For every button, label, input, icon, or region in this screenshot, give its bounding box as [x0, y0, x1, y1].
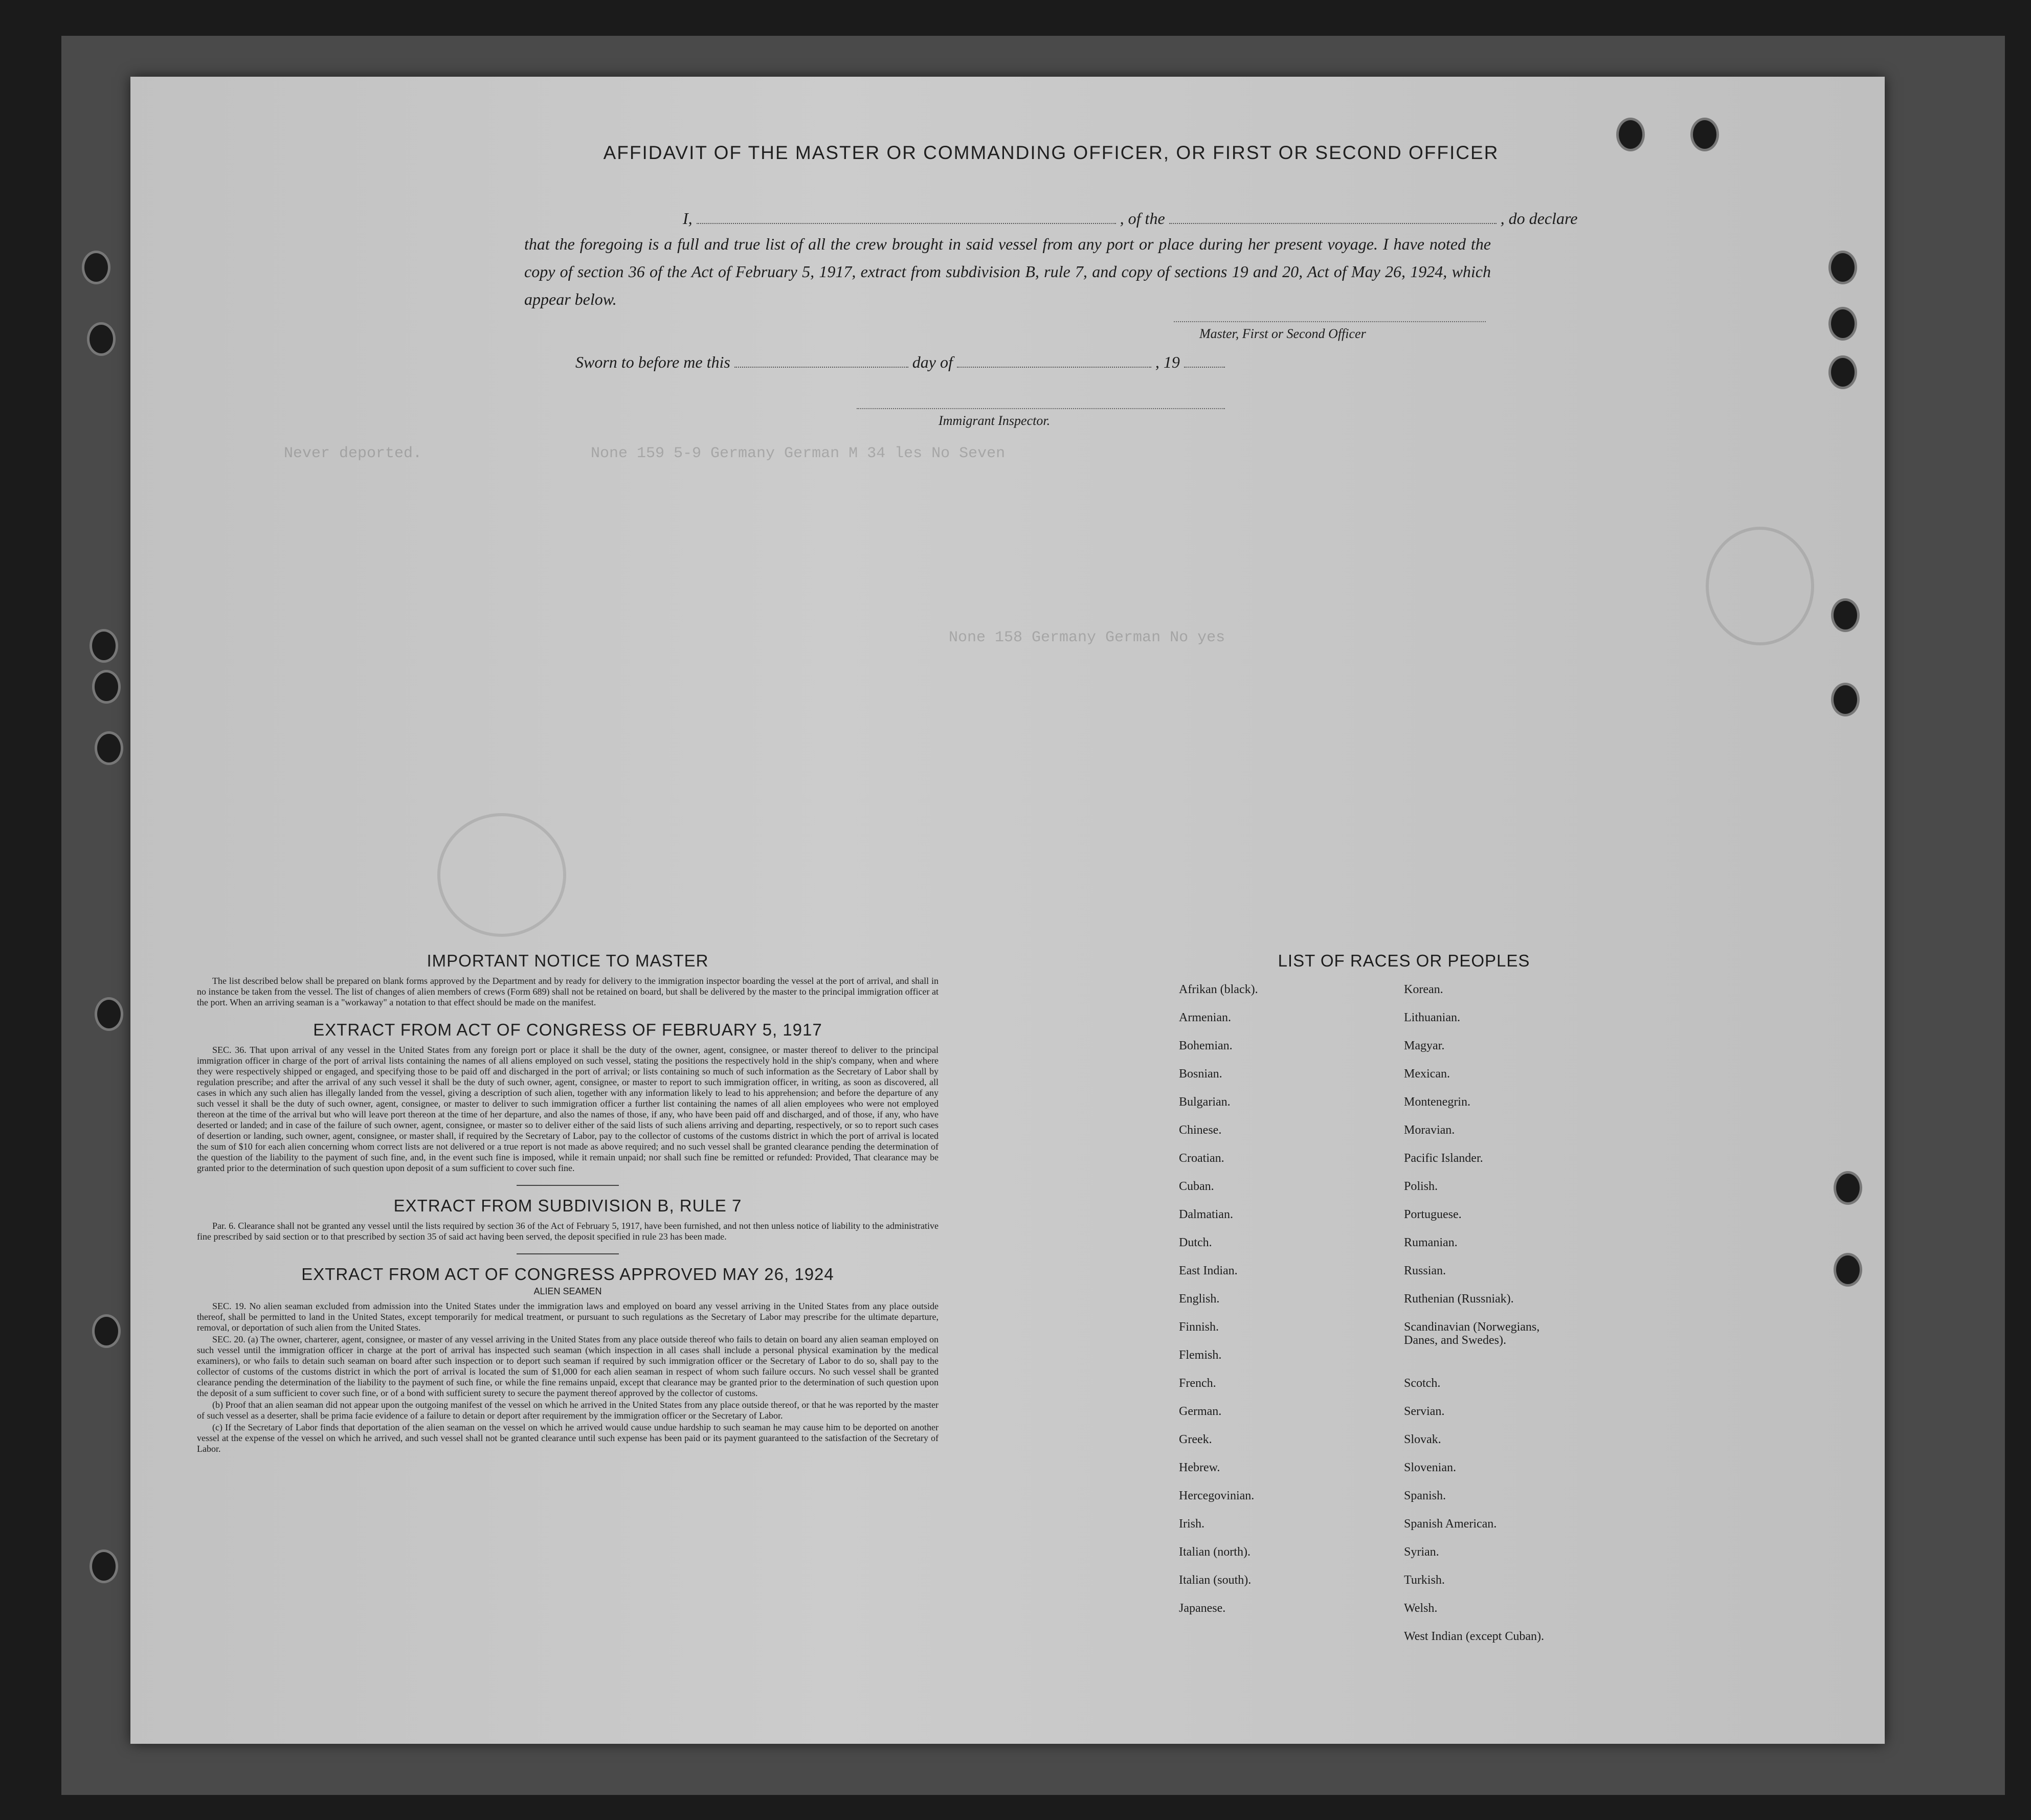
section-divider	[517, 1185, 619, 1186]
notice-title: IMPORTANT NOTICE TO MASTER	[427, 951, 709, 970]
races-columns	[1179, 983, 1629, 1658]
sworn-day-field[interactable]	[734, 353, 908, 368]
race-item: English.	[1179, 1292, 1220, 1306]
race-item: Afrikan (black).	[1179, 983, 1258, 996]
race-item: Cuban.	[1179, 1180, 1214, 1193]
binder-hole	[1831, 683, 1860, 716]
section-divider	[517, 1253, 619, 1254]
race-item: Italian (south).	[1179, 1574, 1252, 1587]
race-item: Slovak.	[1404, 1433, 1441, 1446]
subdivision-title: EXTRACT FROM SUBDIVISION B, RULE 7	[393, 1196, 742, 1215]
race-item: Spanish American.	[1404, 1517, 1497, 1531]
race-item: Rumanian.	[1404, 1236, 1458, 1249]
declaration-text: that the foregoing is a full and true list of all the crew brought in said vessel from any port or place during her present voyage. I have noted the copy of section 36 of the Act of February 5, 1917, extract from subdivision B, rule 7, and copy of sections 19 and 20, Act of May 26, 1924, which appear below.	[524, 235, 1491, 308]
race-item: Dutch.	[1179, 1236, 1212, 1249]
binder-hole	[95, 731, 123, 765]
race-item: Armenian.	[1179, 1011, 1231, 1024]
binder-hole	[1690, 118, 1719, 151]
extract-1924-sec20b: (b) Proof that an alien seaman did not appear upon the outgoing manifest of the vessel on which he arrived in the United States from any place outside thereof, or that he was reported by the master of such vessel as a deserter, shall be prima facie evidence of a failure to detain or deport after requirement by the immigration officer or the Secretary of Labor.	[197, 1400, 939, 1421]
race-item: Flemish.	[1179, 1349, 1222, 1362]
race-item: Montenegrin.	[1404, 1095, 1470, 1109]
binder-hole	[1828, 307, 1857, 341]
binder-hole	[1616, 118, 1645, 151]
binder-hole	[90, 629, 118, 663]
race-item: Slovenian.	[1404, 1461, 1456, 1474]
race-item: Mexican.	[1404, 1067, 1450, 1081]
declaration-line	[683, 209, 1577, 228]
officer-signature-label: Master, First or Second Officer	[1199, 326, 1366, 341]
race-item: French.	[1179, 1377, 1216, 1390]
year-label: , 19	[1155, 353, 1180, 371]
affidavit-title: AFFIDAVIT OF THE MASTER OR COMMANDING OFFICER, OR FIRST OR SECOND OFFICER	[603, 142, 1499, 163]
race-item: Welsh.	[1404, 1602, 1438, 1615]
declaration-i: I,	[683, 209, 693, 228]
binder-hole	[90, 1549, 118, 1583]
race-item: Magyar.	[1404, 1039, 1445, 1052]
race-item: Lithuanian.	[1404, 1011, 1460, 1024]
sworn-year-field[interactable]	[1184, 353, 1225, 368]
extract-1924-sec19: SEC. 19. No alien seaman excluded from admission into the United States under the immigration laws and employed on board any vessel arriving in the United States from any place outside thereof, shall be permitted to land in the United States, except temporarily for medical treatment, or pursuant to such regulations as the Secretary of Labor may prescribe for the ultimate departure, removal, or deportation of such alien from the United States.	[197, 1301, 939, 1333]
sworn-row	[575, 353, 1225, 372]
race-item: Turkish.	[1404, 1574, 1445, 1587]
race-item: East Indian.	[1179, 1264, 1238, 1277]
race-item: Portuguese.	[1404, 1208, 1462, 1221]
race-item: Polish.	[1404, 1180, 1438, 1193]
extract-1917-text: SEC. 36. That upon arrival of any vessel in the United States from any foreign port or place it shall be the duty of the owner, agent, consignee, or master thereof to deliver to the principal immigration officer in charge of the port of arrival lists containing the names of all aliens employed on such vessel, stating the positions the respectively hold in the ship's company, when and where they were respectively shipped or engaged, and specifying those to be paid off and discharged in the port of arrival; or lists containing so much of such information as the Secretary of Labor shall by regulation prescribe; and after the arrival of any such vessel it shall be the duty of such owner, agent, consignee, or master to report to such immigration officer, in writing, as soon as discovered, all cases in which any such alien has illegally landed from the vessel, giving a description of such alien, together with any information likely to lead to his apprehension; and before the departure of any such vessel it shall be the duty of such owner, agent, consignee, or master to deliver to such immigration officer a further list containing the names of all alien employees who were not employed thereon at the time of the arrival but who will leave port thereon at the time of her departure, and also the names of those, if any, who have been paid off and discharged, and of those, if any, who have deserted or landed; and in case of the failure of such owner, agent, consignee, or master so to deliver either of the said lists of such aliens arriving and departing, respectively, or so to report such cases of desertion or landing, such owner, agent, consignee, or master shall, if required by the Secretary of Labor, pay to the collector of customs of the customs district in which the port of arrival is located the sum of $10 for each alien concerning whom correct lists are not delivered or a true report is not made as above required; and no such vessel shall be granted clearance pending the determination of the question of the liability to the payment of such fine, and, in the event such fine is imposed, while it remain unpaid; nor shall such fine be remitted or refunded: Provided, That clearance may be granted prior to the determination of such question upon deposit of a sum sufficient to cover such fine.	[197, 1045, 939, 1173]
race-item: Hercegovinian.	[1179, 1489, 1255, 1502]
race-item: Scotch.	[1404, 1377, 1441, 1390]
faint-stamp	[1706, 527, 1814, 645]
sworn-label: Sworn to before me this	[575, 353, 730, 371]
races-list	[1179, 951, 1629, 1658]
race-item: Bosnian.	[1179, 1067, 1222, 1081]
race-item: Spanish.	[1404, 1489, 1446, 1502]
bleed-through-text: Never deported.	[284, 445, 422, 462]
race-item: Ruthenian (Russniak).	[1404, 1292, 1514, 1306]
inspector-signature-field[interactable]	[857, 408, 1225, 409]
sworn-month-field[interactable]	[957, 353, 1151, 368]
race-item: Servian.	[1404, 1405, 1445, 1418]
declaration-of-the: , of the	[1120, 209, 1165, 228]
officer-signature-field[interactable]	[1174, 321, 1486, 322]
race-item: Bohemian.	[1179, 1039, 1233, 1052]
race-item: Syrian.	[1404, 1545, 1439, 1559]
race-item: Finnish.	[1179, 1320, 1219, 1334]
document-page	[130, 77, 1885, 1744]
extract-1924-title: EXTRACT FROM ACT OF CONGRESS APPROVED MAY 26, 1924	[301, 1265, 834, 1284]
binder-hole	[82, 251, 110, 284]
binder-hole	[1831, 598, 1860, 632]
bleed-through-text: None 159 5-9 Germany German M 34 les No Seven	[591, 445, 1006, 462]
subdivision-text: Par. 6. Clearance shall not be granted any vessel until the lists required by section 36 of the Act of February 5, 1917, have been furnished, and not then unless notice of liability to the administrative fine prescribed by said section or to that prescribed by section 35 of said act having been served, the deposit specified in rule 23 has been made.	[197, 1221, 939, 1242]
binder-hole	[1834, 1253, 1862, 1287]
notice-column	[197, 951, 939, 1458]
inspector-signature-label: Immigrant Inspector.	[939, 413, 1051, 428]
race-item: Italian (north).	[1179, 1545, 1251, 1559]
declaration-do-declare: , do declare	[1500, 209, 1578, 228]
races-title: LIST OF RACES OR PEOPLES	[1278, 951, 1530, 970]
extract-1924-sec20a: SEC. 20. (a) The owner, charterer, agent, consignee, or master of any vessel arriving in the United States from any place outside thereof who fails to detain on board any alien seaman employed on such vessel until the immigration officer in charge at the port of arrival has inspected such seaman (which inspection in all cases shall include a personal physical examination by the medical examiners), or who fails to detain such seaman on board after such inspection or to deport such seaman if required by such immigration officer or the Secretary of Labor to do so, shall pay to the collector of customs of the customs district in which the port of arrival is located the sum of $1,000 for each alien seaman in respect of whom such failure occurs. No such vessel shall be granted clearance pending the determination of the liability to the payment of such fine, or while the fine remains unpaid, except that clearance may be granted prior to the determination of such question upon the deposit of a sum sufficient to cover such fine, or of a bond with sufficient surety to secure the payment thereof approved by the collector of customs.	[197, 1334, 939, 1398]
notice-text: The list described below shall be prepared on blank forms approved by the Department and by ready for delivery to the immigration inspector boarding the vessel at the port of arrival, and shall in no instance be taken from the vessel. The list of changes of alien members of crews (Form 689) shall not be retained on board, but shall be delivered by the master to the principal immigration officer at the port. When an arriving seaman is a "workaway" a notation to that effect should be made on the manifest.	[197, 976, 939, 1007]
race-item: Pacific Islander.	[1404, 1152, 1483, 1165]
binder-hole	[92, 1314, 121, 1348]
race-item: Russian.	[1404, 1264, 1446, 1277]
race-item: Greek.	[1179, 1433, 1212, 1446]
race-item: German.	[1179, 1405, 1222, 1418]
extract-1917-title: EXTRACT FROM ACT OF CONGRESS OF FEBRUARY 5, 1917	[313, 1020, 822, 1039]
race-item: Croatian.	[1179, 1152, 1224, 1165]
binder-hole	[1834, 1171, 1862, 1205]
race-item: Japanese.	[1179, 1602, 1226, 1615]
binder-hole	[1828, 251, 1857, 284]
binder-hole	[87, 322, 116, 356]
faint-stamp	[437, 813, 566, 937]
extract-1924-subtitle: ALIEN SEAMEN	[533, 1286, 602, 1296]
declarant-name-field[interactable]	[697, 209, 1116, 224]
race-item: Moravian.	[1404, 1124, 1455, 1137]
race-item: Korean.	[1404, 983, 1443, 996]
race-item: Bulgarian.	[1179, 1095, 1231, 1109]
race-item: Irish.	[1179, 1517, 1204, 1531]
day-of-label: day of	[912, 353, 953, 371]
binder-hole	[1828, 355, 1857, 389]
race-item: Scandinavian (Norwegians, Danes, and Swedes).	[1404, 1320, 1540, 1347]
races-left-column	[1179, 983, 1404, 1658]
bleed-through-text: None 158 Germany German No yes	[949, 629, 1225, 646]
race-item: Hebrew.	[1179, 1461, 1220, 1474]
race-item: West Indian (except Cuban).	[1404, 1630, 1544, 1643]
binder-hole	[92, 670, 121, 704]
race-item: Dalmatian.	[1179, 1208, 1233, 1221]
extract-1924-sec20c: (c) If the Secretary of Labor finds that deportation of the alien seaman on the vessel on which he arrived would cause undue hardship to such seaman he may cause him to be deported on another vessel at the expense of the vessel on which he arrived, and such vessel shall not be granted clearance until such expense has been paid or its payment guaranteed to the satisfaction of the Secretary of Labor.	[197, 1422, 939, 1454]
binder-hole	[95, 997, 123, 1031]
race-item: Chinese.	[1179, 1124, 1222, 1137]
vessel-name-field[interactable]	[1169, 209, 1497, 224]
races-right-column	[1404, 983, 1629, 1658]
